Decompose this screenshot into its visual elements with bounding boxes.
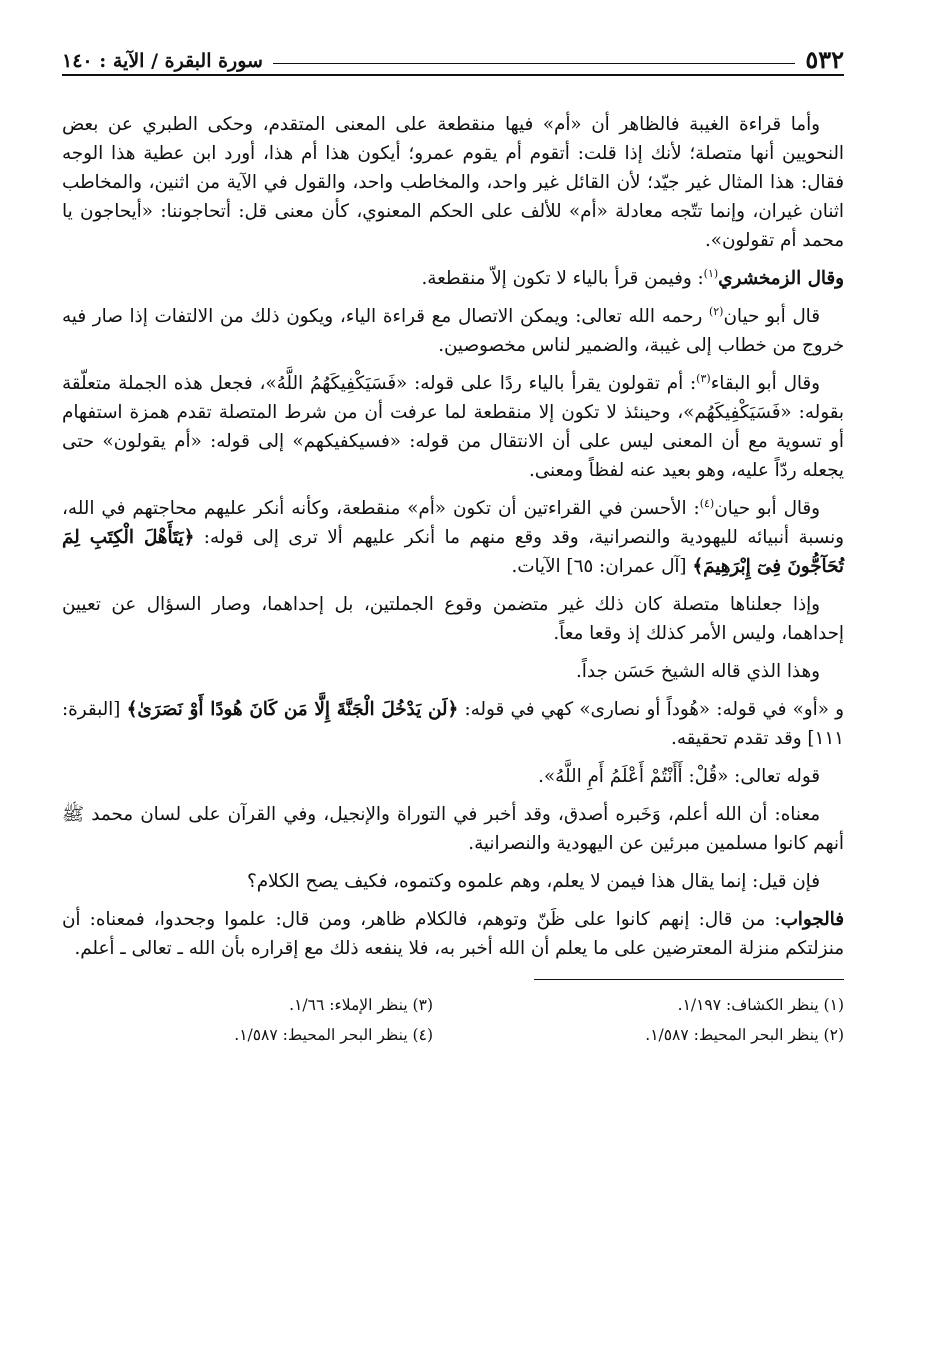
paragraph — [62, 905, 844, 963]
quran-quote: ﴿لَن يَدْخُلَ الْجَنَّةَ إِلَّا مَن كَانَ هُودًا أَوْ نَصَرَىٰ﴾ — [126, 699, 459, 720]
footnote: (٣) ينظر الإملاء: ١/٦٦. — [289, 996, 433, 1014]
paragraph: وهذا الذي قاله الشيخ حَسَن جداً. — [575, 661, 820, 682]
paragraph-text: و «أو» في قوله: «هُوداً أو نصارى» كهي في قوله: — [458, 699, 844, 720]
footnotes — [62, 992, 844, 1048]
paragraph-text: : وفيمن قرأ بالياء لا تكون إلاّ منقطعة. — [421, 268, 704, 289]
paragraph: قوله تعالى: «قُلْ: أَأَنْتُمْ أَعْلَمُ أَمِ اللَّهُ». — [538, 766, 820, 787]
paragraph-text: [آل عمران: ٦٥] الآيات. — [511, 556, 693, 577]
body-text — [62, 110, 844, 963]
footnote: (٢) ينظر البحر المحيط: ١/٥٨٧. — [645, 1026, 844, 1044]
paragraph — [62, 695, 844, 753]
paragraph: وإذا جعلناها متصلة كان ذلك غير متضمن وقوع الجملتين، بل إحداهما، وصار السؤال عن تعيين إحداهما، وليس الأمر كذلك إذ وقعا معاً. — [62, 594, 844, 644]
paragraph — [62, 369, 844, 485]
footnote-ref: (٢) — [708, 304, 724, 318]
speaker-name: وقال الزمخشري — [718, 268, 844, 289]
footnote-ref: (٤) — [699, 496, 715, 510]
page-number: ٥٣٢ — [805, 45, 844, 74]
header-rule — [273, 63, 795, 64]
footnote: (١) ينظر الكشاف: ١/١٩٧. — [677, 996, 844, 1014]
running-header — [62, 30, 844, 76]
paragraph-text: وقال أبو البقاء — [710, 373, 820, 394]
paragraph — [62, 494, 844, 581]
paragraph-text: [البقرة: ١١١] وقد تقدم تحقيقه. — [62, 699, 844, 749]
footnote-ref: (١) — [703, 266, 719, 280]
paragraph — [62, 264, 844, 293]
answer-label: فالجواب — [780, 909, 844, 930]
footnote-ref: (٣) — [696, 371, 711, 385]
footnote-separator — [534, 979, 844, 980]
paragraph-text: : الأحسن في القراءتين أن تكون «أم» منقطعة، وكأنه أنكر عليهم محاجتهم في الله، ونسبة أنبيائه لليهودية والنصرانية، وقد وقع منهم ما أنكر عليهم ألا ترى إلى قوله: — [62, 498, 844, 548]
running-title: سورة البقرة / الآية : ١٤٠ — [62, 50, 263, 72]
paragraph-text: : أم تقولون يقرأ بالياء ردًا على قوله: «فَسَيَكْفِيكَهُمُ اللَّهُ»، فجعل هذه الجملة متعلّقة بقوله: «فَسَيَكْفِيكَهُم»، وحينئذ لا تكون إلا منقطعة لما عرفت أن من شرط المتصلة تقدم همزة استفهام أو تسوية مع أن المعنى ليس على أن الانتقال من قوله: «فسيكفيكهم» إلى قوله: «أم يقولون» حتى يجعله ردّاً عليه، وهو بعيد عنه لفظاً ومعنى. — [62, 373, 844, 481]
footnote: (٤) ينظر البحر المحيط: ١/٥٨٧. — [234, 1026, 433, 1044]
paragraph-text: وقال أبو حيان — [714, 498, 820, 519]
paragraph-text: : من قال: إنهم كانوا على ظَنّ وتوهم، فالكلام ظاهر، ومن قال: علموا وجحدوا، فمعناه: أن منزلتكم منزلة المعترضين على ما يعلم أن الله أخبر به، فلا ينفعه ذلك مع إقراره بأن الله ـ تعالى ـ أعلم. — [62, 909, 844, 959]
paragraph: وأما قراءة الغيبة فالظاهر أن «أم» فيها منقطعة على المعنى المتقدم، وحكى الطبري عن بعض النحويين أنها متصلة؛ لأنك إذا قلت: أتقوم أم يقوم عمرو؛ أيكون هذا أم هذا، أورد ابن عطية هذا الوجه فقال: هذا المثال غير جيّد؛ لأن القائل غير واحد، والمخاطب واحد، والقول في الآية من اثنين، والمخاطب اثنان غيران، وإنما تتّجه معادلة «أم» للألف على الحكم المعنوي، كأن معنى قل: أتحاجوننا: «أيحاجون يا محمد أم تقولون». — [62, 114, 844, 251]
paragraph-text: قال أبو حيان — [723, 306, 820, 327]
paragraph-text: رحمه الله تعالى: ويمكن الاتصال مع قراءة الياء، ويكون ذلك من الالتفات إذا صار فيه خروج من خطاب إلى غيبة، والضمير لناس مخصوصين. — [62, 306, 844, 356]
paragraph: معناه: أن الله أعلم، وَخَبره أصدق، وقد أخبر في التوراة والإنجيل، وفي القرآن على لسان محمد ﷺ أنهم كانوا مسلمين مبرئين عن اليهودية والنصرانية. — [62, 804, 844, 854]
paragraph — [62, 302, 844, 360]
quran-quote: ﴿يَتَأَهْلَ الْكِتَبِ لِمَ تُحَآجُّونَ فِىٓ إِبْرَهِيمَ﴾ — [62, 527, 844, 577]
page — [62, 30, 844, 1048]
paragraph: فإن قيل: إنما يقال هذا فيمن لا يعلم، وهم علموه وكتموه، فكيف يصح الكلام؟ — [247, 871, 820, 892]
